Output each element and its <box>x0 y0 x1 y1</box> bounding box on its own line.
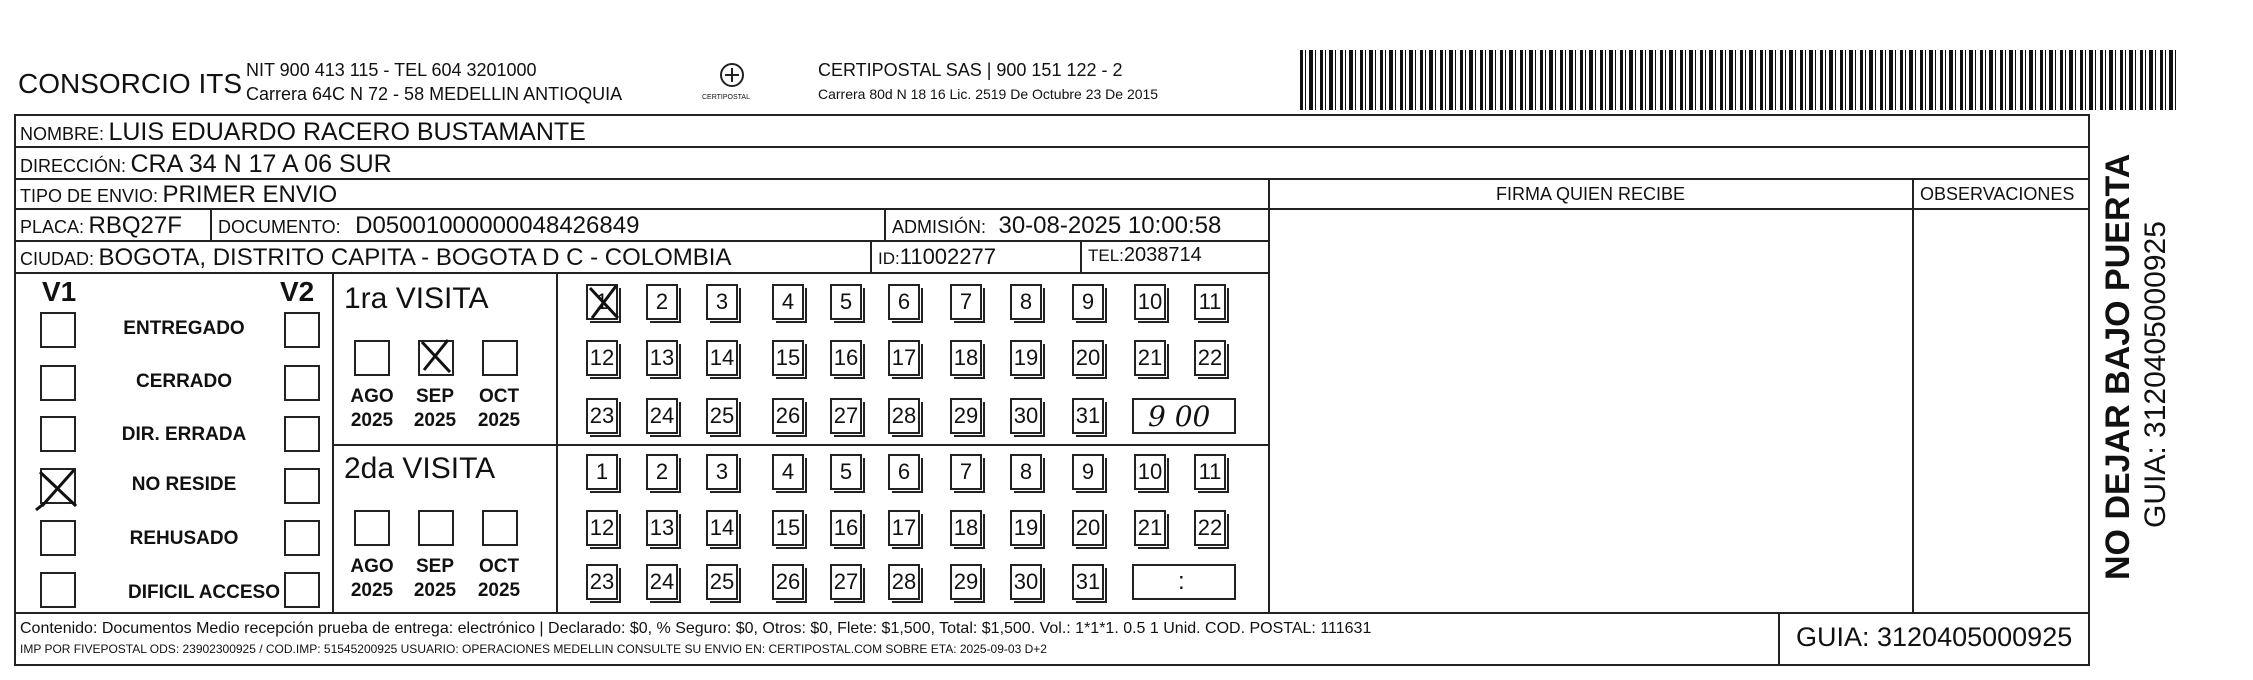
certipostal-logo-icon <box>714 60 750 96</box>
id-label: ID: <box>878 249 900 268</box>
visit2-day-25[interactable]: 25 <box>706 564 738 600</box>
status-label-dificil-acceso: DIFICIL ACCESO <box>127 582 280 603</box>
visit2-month-oct-checkbox[interactable] <box>482 510 518 546</box>
visit1-month-oct-checkbox[interactable] <box>482 340 518 376</box>
observations-header: OBSERVACIONES <box>1920 184 2075 204</box>
courier-name: CERTIPOSTAL SAS | 900 151 122 - 2 <box>818 60 1123 80</box>
admission-date: 30-08-2025 10:00:58 <box>998 212 1222 239</box>
signature-header: FIRMA QUIEN RECIBE <box>1496 184 1686 204</box>
visit2-day-21[interactable]: 21 <box>1134 510 1166 546</box>
visit1-day-9[interactable]: 9 <box>1072 284 1104 320</box>
recipient-name: LUIS EDUARDO RACERO BUSTAMANTE <box>108 118 586 146</box>
visit1-title: 1ra VISITA <box>344 282 489 315</box>
frame-left <box>14 114 16 666</box>
plate-label: PLACA: <box>20 217 85 237</box>
visit2-day-3[interactable]: 3 <box>706 454 738 490</box>
visit2-day-14[interactable]: 14 <box>706 510 738 546</box>
visit2-day-1[interactable]: 1 <box>586 454 618 490</box>
company-address: Carrera 64C N 72 - 58 MEDELLIN ANTIOQUIA <box>246 84 623 104</box>
visit1-time-field[interactable] <box>1132 398 1236 434</box>
visit1-day-14[interactable]: 14 <box>706 340 738 376</box>
visit1-day-28[interactable]: 28 <box>888 398 920 434</box>
visit1-day-7[interactable]: 7 <box>950 284 982 320</box>
visit2-day-6[interactable]: 6 <box>888 454 920 490</box>
visit1-month-oct: OCT <box>478 386 520 407</box>
visit2-year: 2025 <box>413 580 457 601</box>
visit1-day-12[interactable]: 12 <box>586 340 618 376</box>
visit2-day-18[interactable]: 18 <box>950 510 982 546</box>
visit1-day-25[interactable]: 25 <box>706 398 738 434</box>
visit2-month-oct: OCT <box>478 556 520 577</box>
visit2-time-field[interactable] <box>1132 564 1236 600</box>
v1-checkbox-dificil-acceso[interactable] <box>40 572 76 608</box>
city-label: CIUDAD: <box>20 249 95 269</box>
courier-license: Carrera 80d N 18 16 Lic. 2519 De Octubre 23 De 2015 <box>818 86 1159 102</box>
visit1-year: 2025 <box>350 410 394 431</box>
v2-checkbox-no-reside[interactable] <box>284 468 320 504</box>
contents-line: Contenido: Documentos Medio recepción prueba de entrega: electrónico | Declarado: $0, % Seguro: $0, Otros: $0, Flete: $1,500, Total: $1,500. Vol.: 1*1*1. 0.5 1 Unid. COD. POSTAL: 111631 <box>20 620 1372 637</box>
visit1-day-8[interactable]: 8 <box>1010 284 1042 320</box>
city: BOGOTA, DISTRITO CAPITA - BOGOTA D C - COLOMBIA <box>98 244 732 271</box>
check-mark-icon <box>584 282 626 324</box>
visit2-day-7[interactable]: 7 <box>950 454 982 490</box>
visit2-day-10[interactable]: 10 <box>1134 454 1166 490</box>
visit1-year: 2025 <box>413 410 457 431</box>
visit2-day-11[interactable]: 11 <box>1194 454 1226 490</box>
side-guide-number: GUIA: 3120405000925 <box>2139 221 2172 528</box>
visit1-month-ago: AGO <box>350 386 394 407</box>
visit1-day-13[interactable]: 13 <box>646 340 678 376</box>
visit2-day-16[interactable]: 16 <box>830 510 862 546</box>
v2-checkbox-cerrado[interactable] <box>284 365 320 401</box>
status-label-entregado: ENTREGADO <box>123 318 245 339</box>
no-slip-under-door-warning: NO DEJAR BAJO PUERTA <box>2099 153 2137 580</box>
visit1-day-15[interactable]: 15 <box>772 340 804 376</box>
visit2-title: 2da VISITA <box>344 452 496 485</box>
frame-right <box>2088 114 2090 666</box>
v2-checkbox-dir-errada[interactable] <box>284 416 320 452</box>
address-label: DIRECCIÓN: <box>20 156 127 176</box>
check-mark-icon <box>414 334 458 378</box>
visit1-day-10[interactable]: 10 <box>1134 284 1166 320</box>
visit1-day-17[interactable]: 17 <box>888 340 920 376</box>
visit1-day-19[interactable]: 19 <box>1010 340 1042 376</box>
visit2-day-24[interactable]: 24 <box>646 564 678 600</box>
visit2-day-8[interactable]: 8 <box>1010 454 1042 490</box>
recipient-id: 11002277 <box>899 244 996 269</box>
v2-checkbox-entregado[interactable] <box>284 312 320 348</box>
name-label: NOMBRE: <box>20 124 105 144</box>
visit1-month-sep: SEP <box>415 386 455 407</box>
print-info-line: IMP POR FIVEPOSTAL ODS: 23902300925 / COD.IMP: 51545200925 USUARIO: OPERACIONES MEDELLIN CONSULTE SU ENVIO EN: CERTIPOSTAL.COM SOBRE ETA: 2025-09-03 D+2 <box>20 642 1047 656</box>
plate: RBQ27F <box>88 212 182 239</box>
logo-text: CERTIPOSTAL <box>702 94 750 101</box>
visit1-day-22[interactable]: 22 <box>1194 340 1226 376</box>
footer-guide-number: GUIA: 3120405000925 <box>1796 622 2073 652</box>
document-number: D05001000000048426849 <box>355 212 640 239</box>
recipient-tel: 2038714 <box>1123 244 1202 266</box>
visit2-day-30[interactable]: 30 <box>1010 564 1042 600</box>
visit1-day-21[interactable]: 21 <box>1134 340 1166 376</box>
barcode <box>1300 50 2180 110</box>
tel-label: TEL: <box>1088 246 1124 265</box>
visit2-time: : <box>1178 568 1185 595</box>
visit2-day-31[interactable]: 31 <box>1072 564 1104 600</box>
company-nit: NIT 900 413 115 - TEL 604 3201000 <box>246 60 537 80</box>
v2-checkbox-dificil-acceso[interactable] <box>284 572 320 608</box>
shipping-label: TIPO DE ENVIO: <box>20 186 159 206</box>
visit2-day-19[interactable]: 19 <box>1010 510 1042 546</box>
v2-header: V2 <box>280 276 315 307</box>
visit1-day-18[interactable]: 18 <box>950 340 982 376</box>
visit1-day-11[interactable]: 11 <box>1194 284 1226 320</box>
visit1-day-24[interactable]: 24 <box>646 398 678 434</box>
visit1-time: 9 00 <box>1148 400 1211 433</box>
visit1-day-30[interactable]: 30 <box>1010 398 1042 434</box>
visit1-day-2[interactable]: 2 <box>646 284 678 320</box>
visit1-month-ago-checkbox[interactable] <box>354 340 390 376</box>
visit1-day-5[interactable]: 5 <box>830 284 862 320</box>
v1-header: V1 <box>42 276 77 307</box>
visit2-day-5[interactable]: 5 <box>830 454 862 490</box>
status-label-cerrado: CERRADO <box>135 371 233 392</box>
visit2-day-9[interactable]: 9 <box>1072 454 1104 490</box>
visit1-day-1[interactable]: 1 <box>586 284 618 320</box>
status-label-rehusado: REHUSADO <box>129 528 239 549</box>
visit2-day-26[interactable]: 26 <box>772 564 804 600</box>
visit2-year: 2025 <box>350 580 394 601</box>
admission-label: ADMISIÓN: <box>892 217 987 237</box>
visit1-day-4[interactable]: 4 <box>772 284 804 320</box>
company-name: CONSORCIO ITS <box>18 68 243 99</box>
visit2-day-22[interactable]: 22 <box>1194 510 1226 546</box>
visit1-day-31[interactable]: 31 <box>1072 398 1104 434</box>
frame-top <box>14 114 2090 116</box>
shipping-type: PRIMER ENVIO <box>162 181 338 208</box>
status-label-no-reside: NO RESIDE <box>131 474 237 495</box>
visit2-day-20[interactable]: 20 <box>1072 510 1104 546</box>
visit2-day-12[interactable]: 12 <box>586 510 618 546</box>
visit1-day-23[interactable]: 23 <box>586 398 618 434</box>
visit2-day-2[interactable]: 2 <box>646 454 678 490</box>
recipient-address: CRA 34 N 17 A 06 SUR <box>130 150 392 178</box>
visit2-day-17[interactable]: 17 <box>888 510 920 546</box>
visit2-month-ago: AGO <box>350 556 394 577</box>
visit2-year: 2025 <box>477 580 521 601</box>
visit1-day-16[interactable]: 16 <box>830 340 862 376</box>
visit2-month-ago-checkbox[interactable] <box>354 510 390 546</box>
visit2-day-28[interactable]: 28 <box>888 564 920 600</box>
visit2-day-29[interactable]: 29 <box>950 564 982 600</box>
visit1-day-3[interactable]: 3 <box>706 284 738 320</box>
status-label-dir-errada: DIR. ERRADA <box>121 424 247 445</box>
v2-checkbox-rehusado[interactable] <box>284 520 320 556</box>
visit2-day-23[interactable]: 23 <box>586 564 618 600</box>
visit2-day-4[interactable]: 4 <box>772 454 804 490</box>
visit2-day-27[interactable]: 27 <box>830 564 862 600</box>
visit2-day-13[interactable]: 13 <box>646 510 678 546</box>
document-label: DOCUMENTO: <box>218 217 341 237</box>
visit1-day-20[interactable]: 20 <box>1072 340 1104 376</box>
visit2-day-15[interactable]: 15 <box>772 510 804 546</box>
visit2-month-sep: SEP <box>415 556 455 577</box>
visit1-day-29[interactable]: 29 <box>950 398 982 434</box>
visit2-month-sep-checkbox[interactable] <box>418 510 454 546</box>
visit1-day-26[interactable]: 26 <box>772 398 804 434</box>
visit1-day-6[interactable]: 6 <box>888 284 920 320</box>
visit1-day-27[interactable]: 27 <box>830 398 862 434</box>
visit1-year: 2025 <box>477 410 521 431</box>
